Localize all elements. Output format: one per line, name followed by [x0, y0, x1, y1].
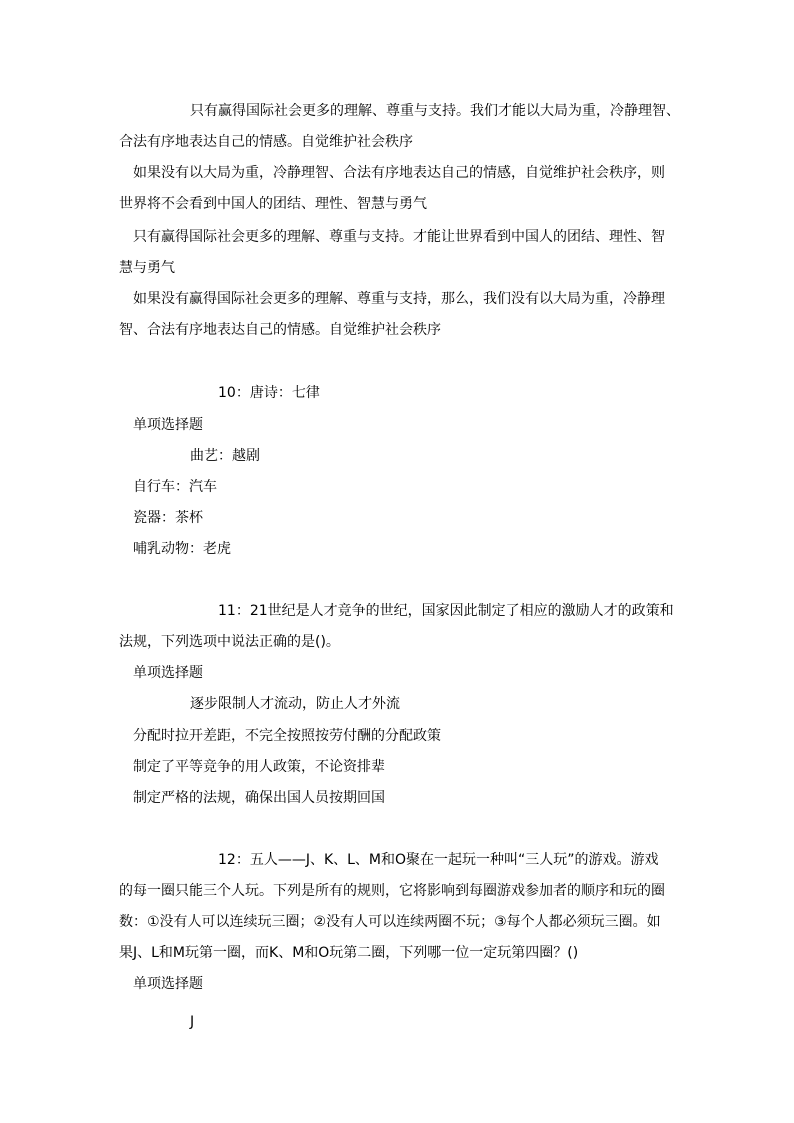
q11-option-d: 制定严格的法规，确保出国人员按期回国	[133, 790, 385, 806]
q12-stem-line1: 12：五人——J、K、L、M和O聚在一起玩一种叫“三人玩”的游戏。游戏	[218, 852, 659, 868]
q11-stem-line1: 11：21世纪是人才竞争的世纪，国家因此制定了相应的激励人才的政策和	[218, 603, 674, 619]
q11-stem-line2: 法规，下列选项中说法正确的是()。	[119, 634, 340, 650]
q9-option-c-line2: 慧与勇气	[119, 260, 175, 276]
q10-type-label: 单项选择题	[133, 417, 203, 433]
q10-option-c: 瓷器：茶杯	[133, 510, 203, 526]
q12-stem-line3: 数：①没有人可以连续玩三圈；②没有人可以连续两圈不玩；③每个人都必须玩三圈。如	[119, 914, 661, 930]
q12-stem-line2: 的每一圈只能三个人玩。下列是所有的规则，它将影响到每圈游戏参加者的顺序和玩的圈	[119, 883, 665, 899]
q11-option-c: 制定了平等竞争的用人政策，不论资排辈	[133, 759, 385, 775]
q9-option-b-line1: 如果没有以大局为重，冷静理智、合法有序地表达自己的情感，自觉维护社会秩序，则	[133, 165, 665, 181]
q11-option-b: 分配时拉开差距，不完全按照按劳付酬的分配政策	[133, 728, 441, 744]
q9-option-b-line2: 世界将不会看到中国人的团结、理性、智慧与勇气	[119, 196, 427, 212]
q10-option-d: 哺乳动物：老虎	[133, 541, 231, 557]
q9-option-c-line1: 只有赢得国际社会更多的理解、尊重与支持。才能让世界看到中国人的团结、理性、智	[133, 229, 665, 245]
q10-option-b: 自行车：汽车	[133, 479, 217, 495]
q9-option-d-line2: 智、合法有序地表达自己的情感。自觉维护社会秩序	[119, 322, 441, 338]
q10-option-a: 曲艺：越剧	[190, 448, 260, 464]
q12-option-a: J	[190, 1014, 195, 1030]
q11-option-a: 逐步限制人才流动，防止人才外流	[190, 696, 400, 712]
q11-type-label: 单项选择题	[133, 665, 203, 681]
q9-option-d-line1: 如果没有赢得国际社会更多的理解、尊重与支持，那么，我们没有以大局为重，冷静理	[133, 291, 665, 307]
q9-option-a-line1: 只有赢得国际社会更多的理解、尊重与支持。我们才能以大局为重，冷静理智、	[190, 103, 680, 119]
q9-option-a-line2: 合法有序地表达自己的情感。自觉维护社会秩序	[119, 134, 413, 150]
q12-stem-line4: 果J、L和M玩第一圈，而K、M和O玩第二圈，下列哪一位一定玩第四圈？()	[119, 945, 579, 961]
q10-stem: 10：唐诗：七律	[218, 385, 320, 401]
q12-type-label: 单项选择题	[133, 976, 203, 992]
